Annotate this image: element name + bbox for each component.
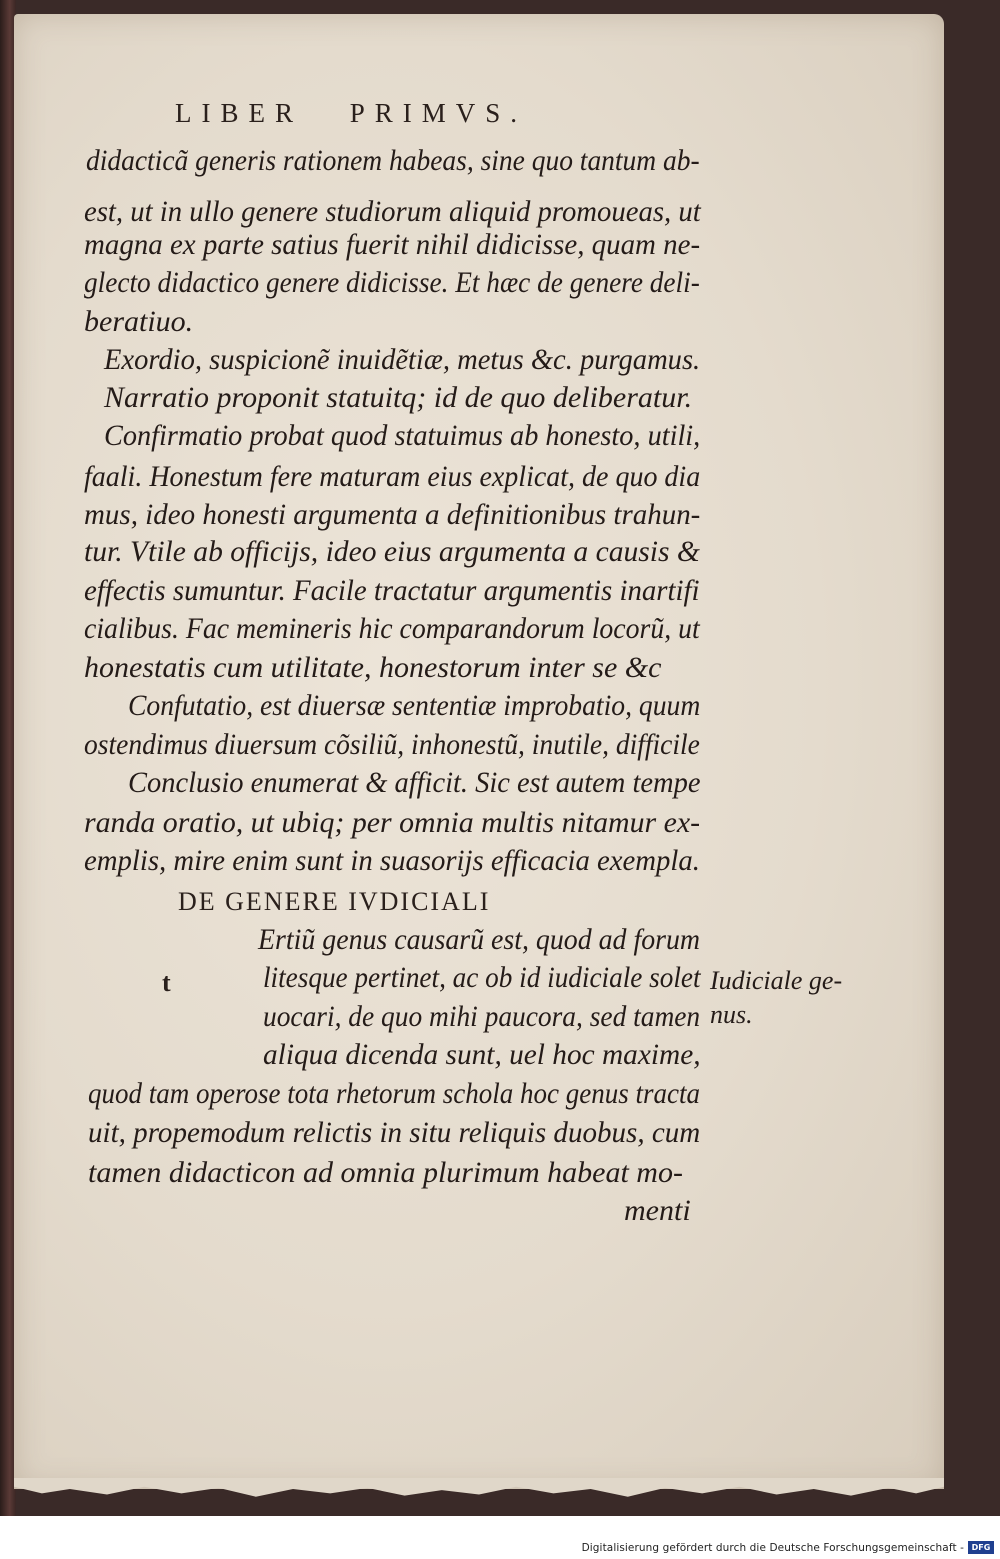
- text-line: uocari, de quo mihi paucora, sed tamen: [263, 1000, 701, 1033]
- text-line: mus, ideo honesti argumenta a definitionibus trahun-: [84, 498, 701, 531]
- text-line: aliqua dicenda sunt, uel hoc maxime,: [263, 1038, 701, 1071]
- text-line: magna ex parte satius fuerit nihil didicisse, quam ne-: [84, 228, 701, 261]
- text-line: Confirmatio probat quod statuimus ab honesto, utili,: [104, 419, 701, 452]
- text-line: Confutatio, est diuersæ sententiæ improbatio, quum: [128, 689, 701, 722]
- digitization-footer: [0, 1516, 1000, 1559]
- stray-mark: t: [162, 968, 171, 997]
- page-torn-edge: [14, 1478, 944, 1500]
- margin-note-line: Iudiciale ge-: [710, 966, 843, 995]
- text-line: effectis sumuntur. Facile tractatur argumentis inartifi: [84, 574, 700, 607]
- text-line: litesque pertinet, ac ob id iudiciale solet: [263, 961, 701, 994]
- text-line: Exordio, suspicionẽ inuidẽtiæ, metus &c. purgamus.: [104, 343, 701, 376]
- text-line: uit, propemodum relictis in situ reliquis duobus, cum: [88, 1116, 701, 1149]
- text-line: quod tam operose tota rhetorum schola hoc genus tracta: [88, 1077, 700, 1110]
- text-line: tur. Vtile ab officijs, ideo eius argumenta a causis &: [84, 535, 700, 568]
- text-line: est, ut in ullo genere studiorum aliquid promoueas, ut: [84, 195, 701, 228]
- section-heading: DE GENERE IVDICIALI: [178, 887, 491, 916]
- margin-note-line: nus.: [710, 1000, 753, 1029]
- text-line: Ertiũ genus causarũ est, quod ad forum: [258, 923, 701, 956]
- dfg-logo: DFG: [968, 1541, 994, 1554]
- text-line: honestatis cum utilitate, honestorum inter se &c: [84, 651, 662, 684]
- text-line: tamen didacticon ad omnia plurimum habeat mo-: [88, 1156, 683, 1189]
- text-line: ostendimus diuersum cõsiliũ, inhonestũ, inutile, difficile: [84, 728, 700, 761]
- text-line: didacticã generis rationem habeas, sine quo tantum ab-: [86, 144, 700, 177]
- initial-capital-space: [92, 925, 252, 1055]
- running-head: LIBER PRIMVS.: [175, 98, 528, 128]
- text-line: Conclusio enumerat & afficit. Sic est autem tempe: [128, 766, 701, 799]
- text-line: emplis, mire enim sunt in suasorijs efficacia exempla.: [84, 844, 700, 877]
- text-line: cialibus. Fac memineris hic comparandorum locorũ, ut: [84, 612, 700, 645]
- text-line: menti: [624, 1194, 691, 1227]
- text-line: glecto didactico genere didicisse. Et hæc de genere deli-: [84, 266, 700, 299]
- text-line: randa oratio, ut ubiq; per omnia multis nitamur ex-: [84, 806, 701, 839]
- footer-credit: Digitalisierung gefördert durch die Deutsche Forschungsgemeinschaft -: [581, 1542, 964, 1554]
- text-line: beratiuo.: [84, 305, 194, 338]
- text-line: faali. Honestum fere maturam eius explicat, de quo dia: [84, 460, 701, 493]
- text-line: Narratio proponit statuitq; id de quo deliberatur.: [104, 381, 693, 414]
